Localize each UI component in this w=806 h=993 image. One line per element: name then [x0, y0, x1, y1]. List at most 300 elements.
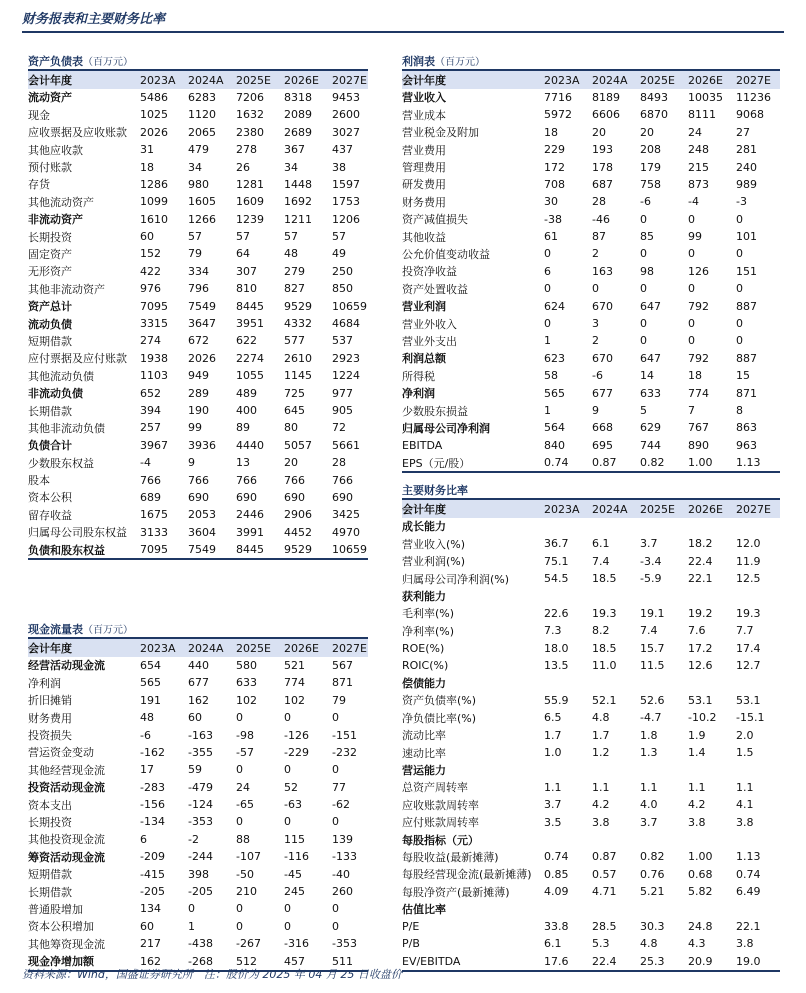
table-row [28, 350, 368, 367]
cash-flow-table [28, 620, 368, 972]
value-cell [688, 900, 736, 917]
value-cell: -479 [188, 780, 213, 794]
value-cell: 12.7 [736, 659, 761, 673]
value-cell: 17.2 [688, 641, 713, 655]
value-cell: 60 [188, 711, 202, 725]
value-cell: 18 [688, 369, 702, 383]
row-label: 长期投资 [28, 230, 72, 244]
value-cell: 792 [688, 299, 709, 313]
value-cell [736, 518, 780, 535]
value-cell: 766 [140, 473, 161, 487]
value-cell: 6.49 [736, 885, 761, 899]
value-cell: 1.13 [736, 454, 780, 472]
value-cell: 0 [640, 334, 647, 348]
value-cell: 3 [592, 317, 599, 331]
value-cell: 0 [688, 282, 695, 296]
value-cell: 1675 [140, 508, 168, 522]
value-cell: 7095 [140, 299, 168, 313]
row-label: 公允价值变动收益 [402, 247, 490, 261]
year-header: 2027E [736, 70, 780, 88]
value-cell: -4 [140, 456, 151, 470]
value-cell: 3951 [236, 317, 264, 331]
table-row [28, 315, 368, 332]
value-cell: 1.7 [592, 728, 610, 742]
value-cell: 52 [284, 780, 298, 794]
value-cell: 1120 [188, 108, 216, 122]
row-label: 少数股东权益 [28, 456, 94, 470]
row-label: P/B [402, 937, 420, 951]
row-label: 净利润 [402, 387, 435, 401]
value-cell: 422 [140, 264, 161, 278]
table-caption [28, 52, 368, 70]
year-header: 2023A [544, 70, 592, 88]
row-label: 归属母公司净利润(%) [402, 572, 510, 586]
row-label: 其他应收款 [28, 143, 83, 157]
value-cell: 6283 [188, 90, 216, 104]
page-title: 财务报表和主要财务比率 [22, 12, 166, 27]
value-cell: 863 [736, 421, 757, 435]
value-cell: 18.5 [592, 641, 617, 655]
value-cell: 6 [140, 832, 147, 846]
value-cell: 208 [640, 143, 661, 157]
value-cell: 0 [332, 711, 339, 725]
table-row [28, 779, 368, 796]
value-cell: 162 [188, 693, 209, 707]
value-cell: 24 [688, 125, 702, 139]
value-cell: 827 [284, 282, 305, 296]
value-cell: 13.5 [544, 659, 569, 673]
value-cell: -45 [284, 867, 302, 881]
value-cell: -3 [736, 195, 747, 209]
value-cell [544, 674, 592, 691]
value-cell: 810 [236, 282, 257, 296]
table-row [28, 883, 368, 900]
value-cell: 0 [736, 212, 743, 226]
row-label: 固定资产 [28, 247, 72, 261]
value-cell: 9 [188, 456, 195, 470]
value-cell: 11.0 [592, 659, 617, 673]
row-label: 营业利润 [402, 300, 446, 314]
value-cell: 179 [640, 160, 661, 174]
value-cell: 7549 [188, 299, 216, 313]
value-cell: 624 [544, 299, 565, 313]
value-cell: 9453 [332, 90, 360, 104]
year-header: 2026E [284, 638, 332, 656]
row-label: 管理费用 [402, 161, 446, 175]
value-cell [640, 761, 688, 778]
table-row [402, 245, 780, 262]
table-row [28, 524, 368, 541]
row-label: 其他筹资现金流 [28, 937, 105, 951]
year-header: 2024A [592, 70, 640, 88]
table-caption [402, 52, 780, 70]
value-cell: 1605 [188, 195, 216, 209]
value-cell: 645 [284, 404, 305, 417]
row-label: 资产总计 [28, 300, 72, 314]
table-row [402, 692, 780, 709]
value-cell: 0 [736, 282, 743, 296]
table-row [402, 813, 780, 830]
year-header: 2024A [188, 70, 236, 88]
row-label: 普通股增加 [28, 902, 83, 916]
value-cell: 905 [332, 404, 353, 417]
value-cell: 0 [544, 282, 551, 296]
value-cell: -116 [284, 850, 309, 864]
value-cell: 6 [544, 264, 551, 278]
value-cell: 1055 [236, 369, 264, 383]
value-cell: 1266 [188, 212, 216, 226]
value-cell: -40 [332, 867, 350, 881]
row-label: 长期借款 [28, 885, 72, 899]
row-label: 长期借款 [28, 404, 72, 418]
header-label: 会计年度 [28, 70, 140, 88]
table-row [28, 831, 368, 848]
value-cell: 6870 [640, 108, 668, 122]
table-title: 资产负债表 [28, 54, 83, 68]
row-label: 资产处置收益 [402, 282, 468, 296]
value-cell [544, 761, 592, 778]
value-cell: 57 [188, 230, 202, 244]
table-row [28, 865, 368, 882]
row-label: 非流动资产 [28, 213, 83, 227]
value-cell: 55.9 [544, 693, 569, 707]
table-row [402, 726, 780, 743]
value-cell: 0 [332, 815, 339, 829]
value-cell: 1103 [140, 369, 168, 383]
table-row [402, 263, 780, 280]
value-cell: -57 [236, 745, 254, 759]
value-cell: 20.9 [688, 953, 736, 971]
value-cell: 1.1 [736, 780, 754, 794]
value-cell: 0 [332, 919, 339, 933]
value-cell: 1145 [284, 369, 312, 383]
table-row [28, 692, 368, 709]
value-cell: 7095 [140, 541, 188, 559]
value-cell: 4440 [236, 438, 264, 452]
row-label: 负债合计 [28, 439, 72, 453]
value-cell: 1.00 [688, 454, 736, 472]
value-cell: 1610 [140, 212, 168, 226]
value-cell: 0.87 [592, 454, 640, 472]
value-cell: 10659 [332, 541, 368, 559]
value-cell: 79 [332, 693, 346, 707]
value-cell: 0 [236, 763, 243, 777]
value-cell: -5.9 [640, 572, 662, 586]
value-cell: 18.2 [688, 537, 713, 551]
year-header: 2027E [332, 638, 368, 656]
value-cell: 2.0 [736, 728, 754, 742]
value-cell: 5057 [284, 438, 312, 452]
value-cell: 4.1 [736, 798, 754, 812]
row-label: 留存收益 [28, 508, 72, 522]
row-label: 净利率(%) [402, 624, 455, 638]
table-row [28, 813, 368, 830]
value-cell: 689 [140, 490, 161, 504]
table-row [28, 489, 368, 506]
value-cell: 57 [236, 230, 250, 244]
value-cell: 1281 [236, 177, 264, 191]
value-cell: -46 [592, 212, 610, 226]
row-label: 投资净收益 [402, 265, 457, 279]
value-cell: -50 [236, 867, 254, 881]
value-cell: -65 [236, 798, 254, 812]
value-cell: 4.8 [592, 711, 610, 725]
table-row [28, 158, 368, 175]
value-cell: 766 [236, 473, 257, 487]
table-row [402, 176, 780, 193]
value-cell: 4332 [284, 317, 312, 331]
value-cell: 1692 [284, 195, 312, 209]
year-header: 2026E [284, 70, 332, 88]
table-row [402, 193, 780, 210]
row-label: 其他投资现金流 [28, 833, 105, 847]
value-cell: 850 [332, 282, 353, 296]
key-ratios-table [402, 481, 780, 972]
value-cell: 260 [332, 885, 353, 899]
value-cell: 22.1 [736, 919, 761, 933]
value-cell: 677 [188, 676, 209, 690]
value-cell: 9529 [284, 299, 312, 313]
value-cell: 162 [140, 952, 188, 970]
value-cell: 8445 [236, 299, 264, 313]
value-cell: 7716 [544, 90, 572, 104]
table-row [402, 419, 780, 436]
value-cell: 4970 [332, 525, 360, 539]
value-cell: 8.2 [592, 624, 610, 638]
value-cell: -63 [284, 798, 302, 812]
value-cell: 767 [688, 421, 709, 435]
table-row [402, 605, 780, 622]
value-cell: 7.6 [688, 624, 706, 638]
table-row [28, 900, 368, 917]
balance-sheet-table [28, 52, 368, 560]
value-cell: 22.1 [688, 572, 713, 586]
value-cell: 20 [284, 456, 298, 470]
table-row [402, 883, 780, 900]
value-cell: 873 [688, 177, 709, 191]
row-label: 营业外收入 [402, 317, 457, 331]
value-cell: 963 [736, 438, 757, 452]
table-row [28, 228, 368, 245]
value-cell: 1.1 [640, 780, 658, 794]
value-cell: 57 [332, 230, 346, 244]
row-label: 存货 [28, 178, 50, 192]
value-cell: 8318 [284, 90, 312, 104]
value-cell: 1.1 [544, 780, 562, 794]
value-cell: 7.7 [736, 624, 754, 638]
row-label: 营业收入(%) [402, 537, 466, 551]
value-cell: 7206 [236, 90, 264, 104]
value-cell: -6 [592, 369, 603, 383]
table-row [28, 297, 368, 314]
value-cell: 4.2 [688, 798, 706, 812]
table-header-row [402, 70, 780, 88]
value-cell: 0 [688, 334, 695, 348]
year-header: 2025E [236, 638, 284, 656]
table-row [28, 419, 368, 436]
row-label: 其他非流动资产 [28, 282, 105, 296]
row-label: 每股经营现金流(最新摊薄) [402, 868, 532, 882]
value-cell: 77 [332, 780, 346, 794]
value-cell: 53.1 [688, 693, 713, 707]
value-cell: 139 [332, 832, 353, 846]
value-cell: 278 [236, 143, 257, 157]
value-cell: 367 [284, 143, 305, 157]
row-label: 每股净资产(最新摊薄) [402, 885, 510, 899]
value-cell: 0 [188, 902, 195, 916]
value-cell: 652 [140, 386, 161, 400]
value-cell: -126 [284, 728, 309, 742]
row-label: 营运能力 [402, 763, 446, 777]
row-label: 短期借款 [28, 868, 72, 882]
value-cell: -4.7 [640, 711, 662, 725]
value-cell: 977 [332, 386, 353, 400]
value-cell: -3.4 [640, 554, 662, 568]
value-cell [640, 900, 688, 917]
value-cell: 279 [284, 264, 305, 278]
value-cell: -6 [140, 728, 151, 742]
table-row [402, 535, 780, 552]
value-cell: 437 [332, 143, 353, 157]
row-label: 应付账款周转率 [402, 816, 479, 830]
value-cell: 2923 [332, 351, 360, 365]
table-row [402, 228, 780, 245]
value-cell: 54.5 [544, 572, 569, 586]
value-cell: 398 [188, 867, 209, 881]
table-row [402, 350, 780, 367]
row-label: 估值比率 [402, 903, 446, 917]
value-cell: -316 [284, 937, 309, 951]
value-cell: 102 [284, 693, 305, 707]
value-cell: 1.00 [688, 850, 713, 864]
year-header: 2023A [140, 638, 188, 656]
value-cell [544, 518, 592, 535]
value-cell: 3647 [188, 317, 216, 331]
table-row [402, 402, 780, 419]
value-cell: 5.82 [688, 885, 713, 899]
row-label: 应收票据及应收账款 [28, 126, 127, 140]
value-cell: 0.74 [544, 454, 592, 472]
value-cell: 99 [688, 230, 702, 244]
row-label: 获利能力 [402, 590, 446, 604]
row-label: 长期投资 [28, 815, 72, 829]
table-row [28, 280, 368, 297]
value-cell: 690 [332, 490, 353, 504]
table-row [28, 796, 368, 813]
value-cell: 163 [592, 264, 613, 278]
value-cell: 11.5 [640, 659, 665, 673]
value-cell: 75.1 [544, 554, 569, 568]
year-header: 2027E [736, 499, 780, 517]
value-cell: 210 [236, 885, 257, 899]
row-label: 其他流动资产 [28, 195, 94, 209]
value-cell: -151 [332, 728, 357, 742]
row-label: 无形资产 [28, 265, 72, 279]
row-label: 现金净增加额 [28, 952, 140, 970]
value-cell: -15.1 [736, 711, 765, 725]
value-cell: 72 [332, 421, 346, 435]
table-row [28, 141, 368, 158]
value-cell: 7549 [188, 541, 236, 559]
row-label: 负债和股东权益 [28, 541, 140, 559]
table-row [402, 437, 780, 454]
value-cell: 577 [284, 334, 305, 348]
value-cell [688, 831, 736, 848]
row-label: 总资产周转率 [402, 781, 468, 795]
value-cell: 215 [688, 160, 709, 174]
value-cell: 0 [640, 247, 647, 261]
table-row [28, 245, 368, 262]
value-cell: 3.8 [592, 815, 610, 829]
value-cell: 8493 [640, 90, 668, 104]
value-cell: 38 [332, 160, 346, 174]
value-cell: 99 [188, 421, 202, 435]
value-cell: 240 [736, 160, 757, 174]
value-cell: 11236 [736, 90, 771, 104]
value-cell: -268 [188, 952, 236, 970]
value-cell: 708 [544, 177, 565, 191]
row-label: 应收账款周转率 [402, 798, 479, 812]
value-cell: 3.5 [544, 815, 562, 829]
value-cell: 1.9 [688, 728, 706, 742]
value-cell: -2 [188, 832, 199, 846]
value-cell: 17.4 [736, 641, 761, 655]
value-cell: 3.8 [736, 937, 754, 951]
value-cell: 274 [140, 334, 161, 348]
table-row [402, 454, 780, 472]
row-label: 研发费用 [402, 178, 446, 192]
row-label: 归属母公司股东权益 [28, 526, 127, 540]
value-cell: 1224 [332, 369, 360, 383]
table-row [402, 657, 780, 674]
value-cell: 28 [332, 456, 346, 470]
value-cell: 2026 [188, 351, 216, 365]
table-row [402, 848, 780, 865]
value-cell: 59 [188, 763, 202, 777]
value-cell: 1597 [332, 177, 360, 191]
value-cell: 0 [284, 815, 291, 829]
value-cell: 1938 [140, 351, 168, 365]
title-divider [22, 31, 784, 33]
value-cell: 8111 [688, 108, 716, 122]
value-cell: 0.85 [544, 867, 569, 881]
row-label: 资本公积 [28, 491, 72, 505]
value-cell: 19.0 [736, 953, 780, 971]
value-cell: 190 [188, 404, 209, 417]
value-cell: 976 [140, 282, 161, 296]
value-cell: 19.1 [640, 606, 665, 620]
value-cell: 0.87 [592, 850, 617, 864]
value-cell: -133 [332, 850, 357, 864]
value-cell: -232 [332, 745, 357, 759]
value-cell: 622 [236, 334, 257, 348]
value-cell: 670 [592, 351, 613, 365]
value-cell: 52.1 [592, 693, 617, 707]
row-label: 营业费用 [402, 143, 446, 157]
value-cell: 1099 [140, 195, 168, 209]
row-label: 投资活动现金流 [28, 781, 105, 795]
table-title: 利润表 [402, 54, 435, 68]
value-cell: -283 [140, 780, 165, 794]
table-row [402, 89, 780, 106]
value-cell: 3967 [140, 438, 168, 452]
value-cell: 57 [284, 230, 298, 244]
value-cell: 489 [236, 386, 257, 400]
value-cell: 521 [284, 658, 305, 672]
value-cell: 6606 [592, 108, 620, 122]
value-cell: 2053 [188, 508, 216, 522]
value-cell: 4.71 [592, 885, 617, 899]
